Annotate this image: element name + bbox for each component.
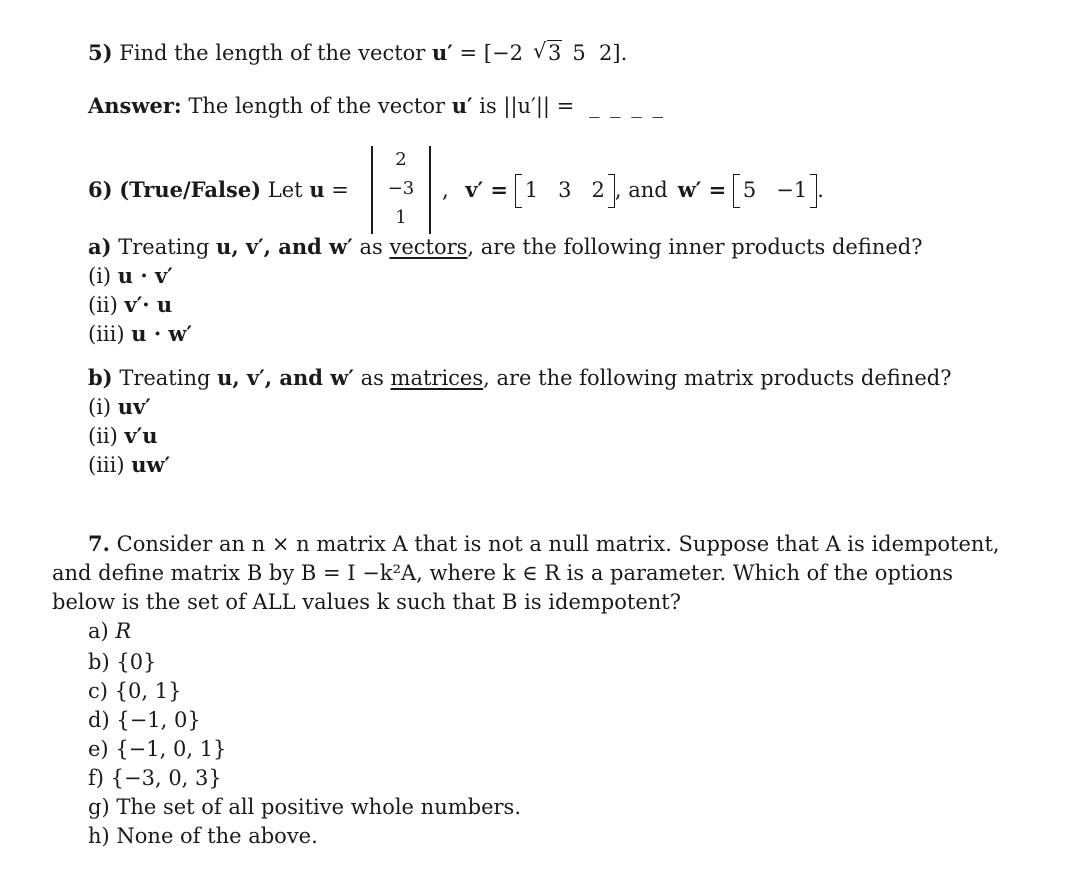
answer-norm: is ||u′|| = bbox=[479, 94, 575, 118]
option-text: {−1, 0, 1} bbox=[115, 737, 227, 761]
u-entry: −3 bbox=[387, 178, 415, 199]
u-entry: 1 bbox=[395, 207, 407, 228]
option-text: {0} bbox=[116, 650, 157, 674]
q5-eq: = [−2 bbox=[459, 41, 523, 65]
item-expr: v′u bbox=[124, 423, 158, 448]
q6a-item bbox=[88, 320, 192, 348]
q7-option[interactable] bbox=[88, 648, 156, 676]
option-text: {0, 1} bbox=[114, 679, 182, 703]
q6a-item bbox=[88, 291, 172, 319]
q6a-text1: Treating bbox=[118, 235, 210, 259]
item-num: (ii) bbox=[88, 293, 118, 317]
q6-tf: (True/False) bbox=[119, 177, 262, 202]
u-entry: 2 bbox=[395, 149, 407, 170]
item-expr: v′· u bbox=[124, 292, 173, 317]
q6b-text1: Treating bbox=[119, 366, 211, 390]
q7-option[interactable] bbox=[88, 735, 226, 763]
q6b-label: b) bbox=[88, 365, 113, 390]
item-expr: u · v′ bbox=[117, 263, 173, 288]
q5-vector: u′ bbox=[432, 40, 453, 65]
q6a-line bbox=[88, 233, 923, 261]
w-entries: 5 −1 bbox=[742, 178, 808, 202]
item-num: (i) bbox=[88, 395, 112, 419]
w-label: w′ = bbox=[677, 177, 727, 202]
option-text: {−1, 0} bbox=[116, 708, 201, 732]
option-label: c) bbox=[88, 679, 108, 703]
q5-line bbox=[88, 39, 627, 67]
q6b-item bbox=[88, 422, 158, 450]
answer-label: Answer: bbox=[88, 93, 182, 118]
q6a-vectors: vectors bbox=[389, 235, 468, 259]
q7-text-line1: Consider an n × n matrix A that is not a null matrix. Suppose that A is idempotent, bbox=[116, 532, 1000, 556]
v-label: v′ = bbox=[465, 177, 509, 202]
q6b-matrices: matrices bbox=[390, 366, 484, 390]
option-text: The set of all positive whole numbers. bbox=[116, 795, 521, 819]
q6a-item bbox=[88, 262, 173, 290]
option-text: R bbox=[115, 619, 132, 643]
option-text: {−3, 0, 3} bbox=[110, 766, 222, 790]
w-row-vector bbox=[733, 176, 817, 204]
and-text: , and bbox=[614, 178, 668, 202]
option-label: d) bbox=[88, 708, 110, 732]
q6b-as: as bbox=[360, 366, 384, 390]
q5-sqrt-arg: 3 bbox=[547, 41, 562, 65]
v-row-vector bbox=[515, 176, 615, 204]
sqrt-symbol bbox=[533, 39, 562, 67]
item-num: (ii) bbox=[88, 424, 118, 448]
answer-vector: u′ bbox=[451, 93, 473, 118]
q7-option[interactable] bbox=[88, 793, 521, 821]
option-text: None of the above. bbox=[116, 824, 318, 848]
option-label: a) bbox=[88, 619, 109, 643]
q6a-text2: , are the following inner products defined? bbox=[467, 235, 923, 259]
q6-u: u bbox=[309, 177, 325, 202]
u-column-matrix bbox=[371, 146, 431, 234]
item-num: (iii) bbox=[88, 453, 125, 477]
option-label: g) bbox=[88, 795, 110, 819]
q6b-item bbox=[88, 393, 151, 421]
q5-answer-line bbox=[88, 92, 665, 120]
q6b-item bbox=[88, 451, 170, 479]
item-num: (iii) bbox=[88, 322, 125, 346]
q7-option[interactable] bbox=[88, 764, 222, 792]
option-label: e) bbox=[88, 737, 109, 761]
q6a-label: a) bbox=[88, 234, 112, 259]
q6-vectors-line: , v′ = 1 3 2 , and w′ = 5 −1 . bbox=[442, 177, 824, 202]
option-label: f) bbox=[88, 766, 104, 790]
v-entries: 1 3 2 bbox=[524, 178, 605, 202]
q7-text-line2: and define matrix B by B = I −k²A, where k ∈ R is a parameter. Which of the options bbox=[52, 561, 953, 585]
answer-text: The length of the vector bbox=[188, 94, 446, 118]
q7-line1 bbox=[88, 530, 1000, 558]
q6-number: 6) bbox=[88, 177, 113, 202]
q6a-as: as bbox=[359, 235, 383, 259]
option-label: b) bbox=[88, 650, 110, 674]
q7-option[interactable] bbox=[88, 822, 318, 850]
q6b-text2: , are the following matrix products defined? bbox=[483, 366, 952, 390]
item-expr: uv′ bbox=[117, 394, 151, 419]
q6-eq: = bbox=[331, 178, 349, 202]
item-expr: uw′ bbox=[131, 452, 171, 477]
q6-line bbox=[88, 176, 349, 204]
q5-number: 5) bbox=[88, 40, 113, 65]
q5-text: Find the length of the vector bbox=[119, 41, 426, 65]
q6a-vars: u, v′, and w′ bbox=[216, 234, 353, 259]
q6b-vars: u, v′, and w′ bbox=[217, 365, 354, 390]
q7-number: 7. bbox=[88, 531, 110, 556]
q7-option[interactable] bbox=[88, 617, 131, 645]
q6b-line bbox=[88, 364, 951, 392]
q5-rest: 5 2]. bbox=[572, 41, 628, 65]
q6-let: Let bbox=[267, 178, 303, 202]
item-expr: u · w′ bbox=[131, 321, 193, 346]
option-label: h) bbox=[88, 824, 110, 848]
item-num: (i) bbox=[88, 264, 112, 288]
q7-option[interactable] bbox=[88, 706, 201, 734]
answer-blank[interactable]: _ _ _ _ bbox=[588, 94, 665, 118]
q7-text-line3: below is the set of ALL values k such that B is idempotent? bbox=[52, 590, 681, 614]
q7-option[interactable] bbox=[88, 677, 181, 705]
